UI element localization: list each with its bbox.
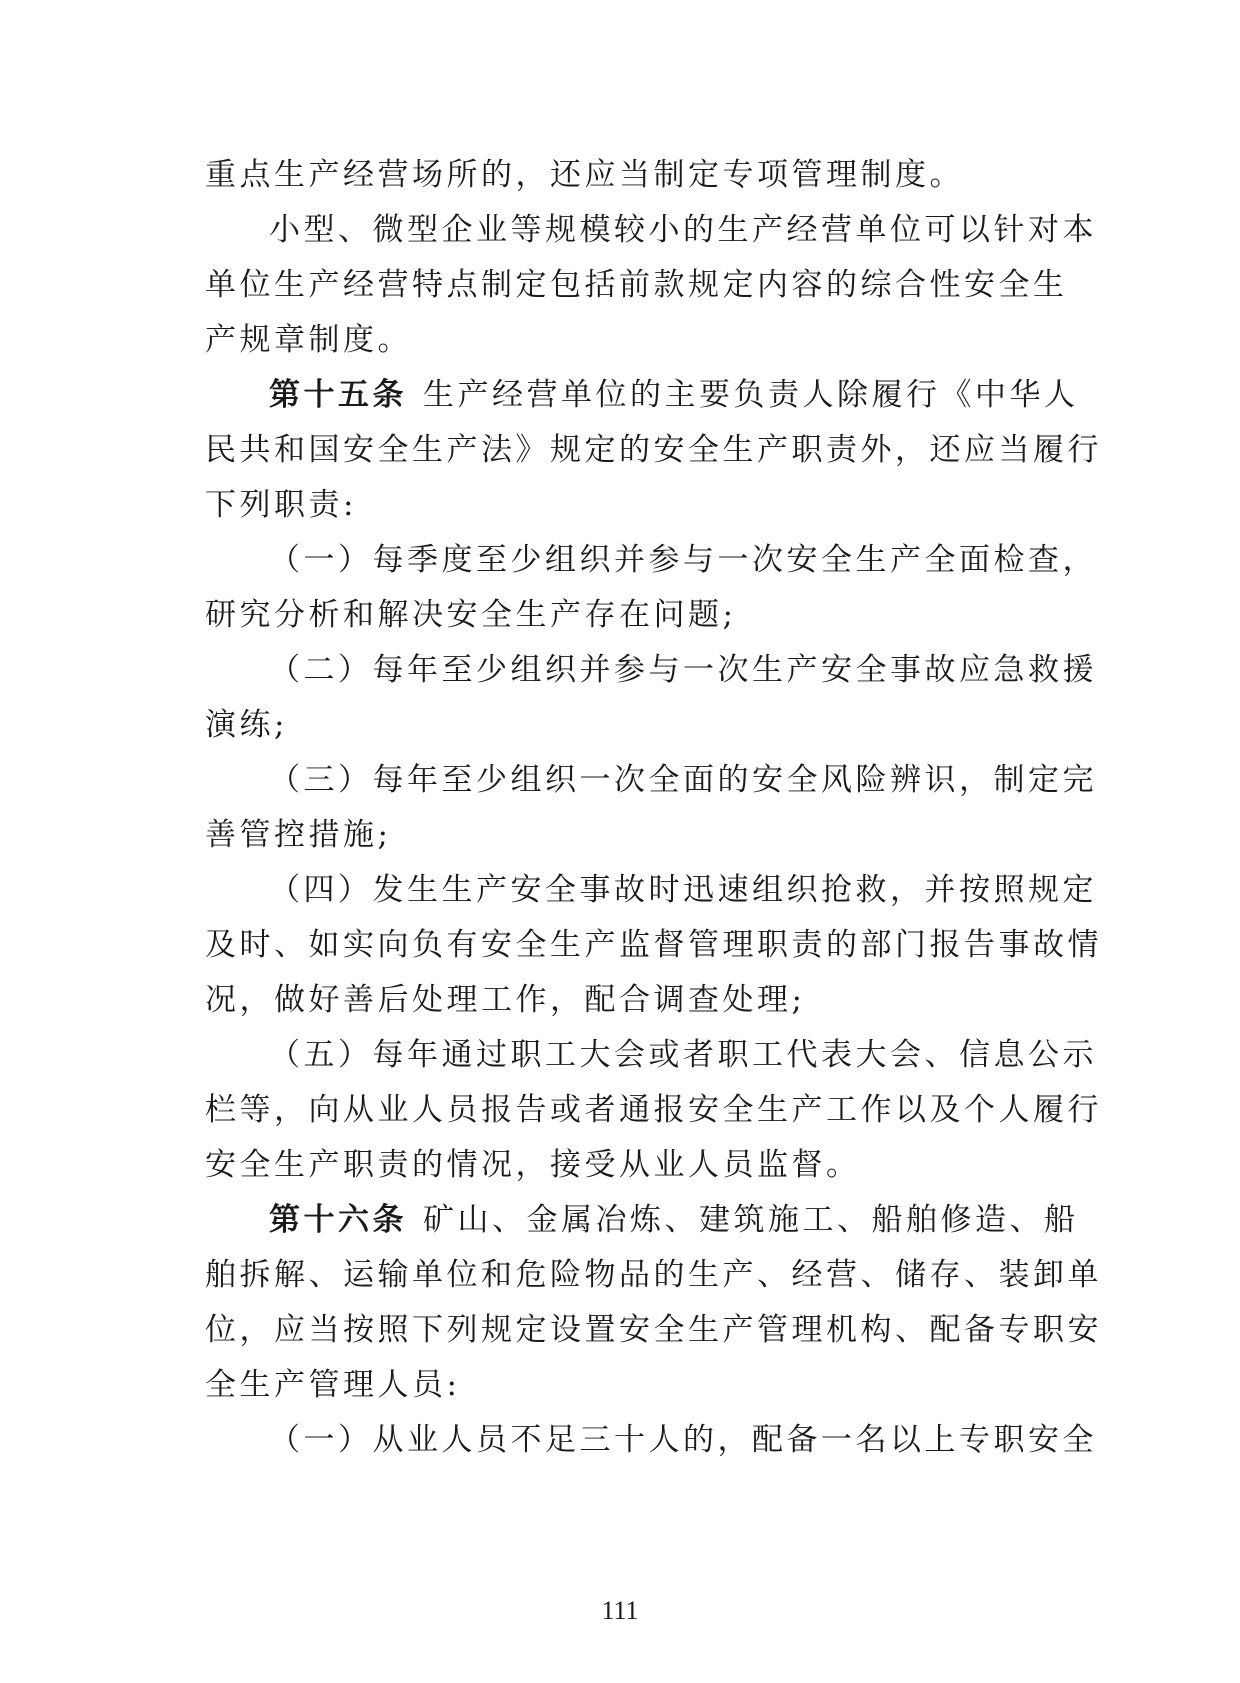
text-line: 民共和国安全生产法》规定的安全生产职责外，还应当履行	[205, 432, 1102, 468]
text-line: （五）每年通过职工大会或者职工代表大会、信息公示	[269, 1037, 1097, 1073]
text-line: （四）发生生产安全事故时迅速组织抢救，并按照规定	[269, 872, 1097, 908]
text-line: 下列职责:	[205, 487, 357, 523]
document-body	[205, 148, 1102, 1468]
article-line	[205, 1193, 1079, 1248]
article-heading: 第十五条	[269, 377, 407, 413]
text-line: 重点生产经营场所的，还应当制定专项管理制度。	[205, 157, 964, 193]
text-line: 位，应当按照下列规定设置安全生产管理机构、配备专职安	[205, 1312, 1102, 1348]
text-line: 演练;	[205, 707, 288, 743]
text-line: （一）从业人员不足三十人的，配备一名以上专职安全	[269, 1422, 1097, 1458]
text-line: （二）每年至少组织并参与一次生产安全事故应急救援	[269, 652, 1097, 688]
text-line: 生产经营单位的主要负责人除履行《中华人	[423, 377, 1079, 413]
page-number: 111	[601, 1596, 639, 1625]
text-line: 全生产管理人员:	[205, 1367, 461, 1403]
text-line: 单位生产经营特点制定包括前款规定内容的综合性安全生	[205, 267, 1068, 303]
text-line: 产规章制度。	[205, 322, 412, 358]
text-line: 况，做好善后处理工作，配合调查处理;	[205, 982, 806, 1018]
text-line: 及时、如实向负有安全生产监督管理职责的部门报告事故情	[205, 927, 1102, 963]
text-line: （一）每季度至少组织并参与一次安全生产全面检查，	[269, 542, 1097, 578]
text-line: 矿山、金属冶炼、建筑施工、船舶修造、船	[423, 1202, 1079, 1238]
text-line: 栏等，向从业人员报告或者通报安全生产工作以及个人履行	[205, 1092, 1102, 1128]
text-line: 小型、微型企业等规模较小的生产经营单位可以针对本	[269, 212, 1097, 248]
text-line: 舶拆解、运输单位和危险物品的生产、经营、储存、装卸单	[205, 1257, 1102, 1293]
text-line: 安全生产职责的情况，接受从业人员监督。	[205, 1147, 861, 1183]
text-line: 研究分析和解决安全生产存在问题;	[205, 597, 737, 633]
article-line	[205, 368, 1079, 423]
article-heading: 第十六条	[269, 1202, 407, 1238]
text-line: 善管控措施;	[205, 817, 392, 853]
text-line: （三）每年至少组织一次全面的安全风险辨识，制定完	[269, 762, 1097, 798]
